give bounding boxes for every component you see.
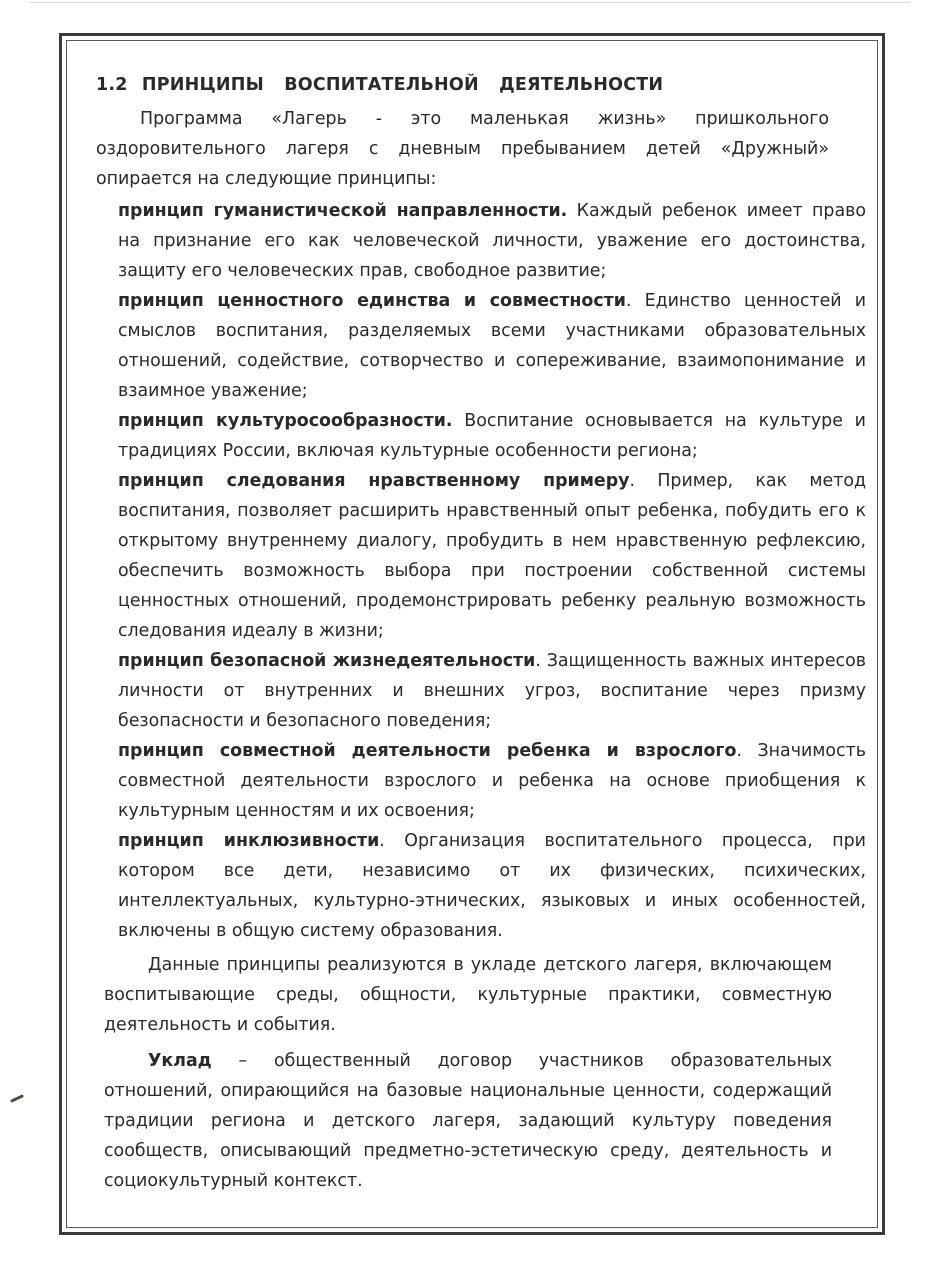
uklad-term: Уклад bbox=[148, 1051, 212, 1071]
uklad-definition: – общественный договор участников образовательных отношений, опирающийся на базовые национальные ценности, содержащий традиции региона и детского лагеря, задающий культуру поведения сообществ, описывающий предметно-эстетическую среду, деятельность и социокультурный контекст. bbox=[104, 1051, 832, 1191]
document-body bbox=[96, 70, 868, 1196]
section-heading-word: ВОСПИТАТЕЛЬНОЙ bbox=[284, 75, 479, 95]
principle-title: принцип культуросообразности. bbox=[118, 411, 453, 431]
section-heading-word: ДЕЯТЕЛЬНОСТИ bbox=[499, 75, 664, 95]
principle-item bbox=[118, 736, 866, 826]
principle-text: . Защищенность важных интересов личности от внутренних и внешних угроз, воспитание через призму безопасности и безопасного поведения; bbox=[118, 651, 866, 731]
principle-text: . Единство ценностей и смыслов воспитания, разделяемых всеми участниками образовательных отношений, содействие, сотворчество и сопереживание, взаимопонимание и взаимное уважение; bbox=[118, 291, 866, 401]
principle-title: принцип безопасной жизнедеятельности bbox=[118, 651, 536, 671]
principle-item bbox=[118, 826, 866, 946]
principle-item bbox=[118, 646, 866, 736]
principle-item bbox=[118, 466, 866, 646]
principles-list bbox=[118, 196, 866, 946]
section-heading bbox=[96, 70, 868, 100]
principle-item bbox=[118, 406, 866, 466]
principle-item bbox=[118, 286, 866, 406]
principle-title: принцип инклюзивности bbox=[118, 831, 380, 851]
principle-text: . Значимость совместной деятельности взрослого и ребенка на основе приобщения к культурным ценностям и их освоения; bbox=[118, 741, 866, 821]
uklad-paragraph bbox=[104, 1046, 832, 1196]
principle-title: принцип гуманистической направленности. bbox=[118, 201, 568, 221]
principle-text: Каждый ребенок имеет право на признание его как человеческой личности, уважение его достоинства, защиту его человеческих прав, свободное развитие; bbox=[118, 201, 866, 281]
intro-paragraph: Программа «Лагерь - это маленькая жизнь» пришкольного оздоровительного лагеря с дневным пребыванием детей «Дружный» опирается на следующие принципы: bbox=[96, 109, 829, 189]
section-heading-word: ПРИНЦИПЫ bbox=[141, 75, 264, 95]
principle-title: принцип следования нравственному примеру bbox=[118, 471, 630, 491]
scan-edge-line bbox=[30, 2, 910, 3]
closing-paragraph: Данные принципы реализуются в укладе детского лагеря, включающем воспитывающие среды, общности, культурные практики, совместную деятельность и события. bbox=[104, 955, 832, 1035]
scan-pen-mark bbox=[10, 1094, 24, 1103]
principle-text: . Пример, как метод воспитания, позволяет расширить нравственный опыт ребенка, побудить его к открытому внутреннему диалогу, пробудить в нем нравственную рефлексию, обеспечить возможность выбора при построении собственной системы ценностных отношений, продемонстрировать ребенку реальную возможность следования идеалу в жизни; bbox=[118, 471, 866, 641]
principle-item bbox=[118, 196, 866, 286]
principle-title: принцип совместной деятельности ребенка и взрослого bbox=[118, 741, 737, 761]
principle-text: Воспитание основывается на культуре и традициях России, включая культурные особенности региона; bbox=[118, 411, 866, 461]
section-number: 1.2 bbox=[96, 75, 128, 95]
principle-text: . Организация воспитательного процесса, при котором все дети, независимо от их физических, психических, интеллектуальных, культурно-этнических, языковых и иных особенностей, включены в общую систему образования. bbox=[118, 831, 866, 941]
principle-title: принцип ценностного единства и совместности bbox=[118, 291, 626, 311]
